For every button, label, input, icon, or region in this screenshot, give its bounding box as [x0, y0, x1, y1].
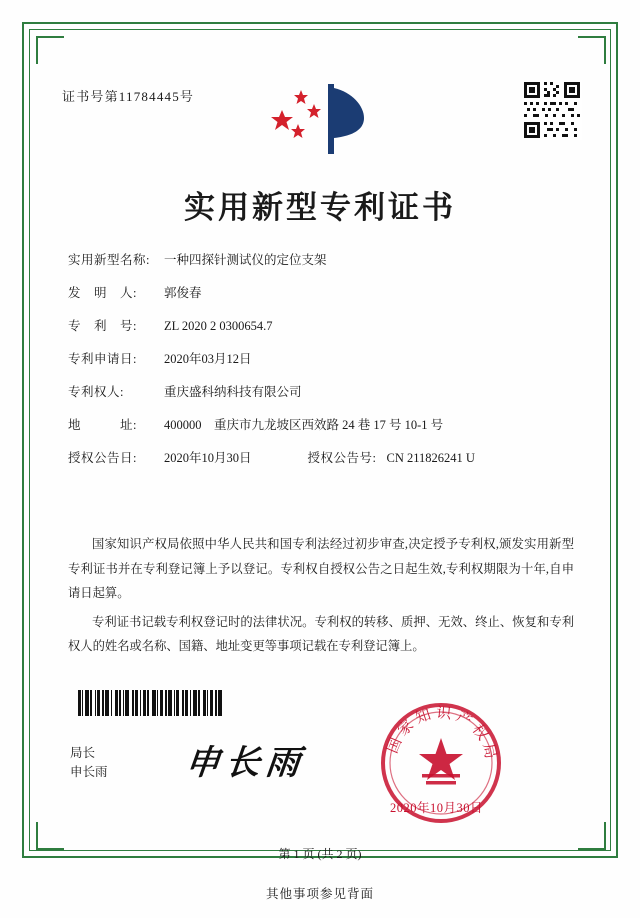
field-label: 实用新型名称:	[68, 253, 150, 267]
field-value: 2020年10月30日	[164, 451, 252, 465]
svg-text:国家知识产权局: 国家知识产权局	[382, 703, 501, 765]
grant-announcement-number-label: 授权公告号:	[307, 451, 377, 465]
signature-labels	[70, 744, 108, 783]
field-label: 发 明 人:	[68, 286, 137, 300]
barcode	[78, 690, 228, 716]
field-row-address	[68, 418, 580, 433]
grant-announcement-number-value: CN 211826241 U	[386, 451, 475, 465]
field-value: ZL 2020 2 0300654.7	[164, 319, 273, 333]
certificate-number: 证书号第11784445号	[62, 89, 195, 104]
field-row-grant	[68, 451, 580, 466]
page-title: 实用新型专利证书	[184, 190, 456, 226]
field-label: 专利权人:	[68, 385, 124, 399]
field-value: 400000 重庆市九龙坡区西效路 24 巷 17 号 10-1 号	[164, 418, 444, 432]
field-row-patent-number	[68, 319, 580, 334]
field-row-inventor	[68, 286, 580, 301]
field-row-patentee	[68, 385, 580, 400]
field-value: 重庆盛科纳科技有限公司	[164, 385, 302, 399]
legal-paragraphs	[68, 532, 574, 663]
footnote: 其他事项参见背面	[265, 887, 374, 901]
border-corner-top-right	[578, 36, 606, 64]
field-row-application-date	[68, 352, 580, 367]
qr-code	[522, 80, 582, 140]
field-value: 一种四探针测试仪的定位支架	[164, 253, 327, 267]
field-label: 专利申请日:	[68, 352, 137, 366]
handwritten-signature: 申长雨	[183, 743, 308, 783]
field-row-name	[68, 253, 580, 268]
seal-date: 2020年10月30日	[390, 801, 484, 815]
field-value: 郭俊春	[164, 286, 202, 300]
cnipa-logo-icon	[268, 80, 372, 158]
field-label: 专 利 号:	[68, 319, 137, 333]
director-title-label: 局长	[70, 746, 96, 760]
field-value: 2020年03月12日	[164, 352, 252, 366]
legal-paragraph-1: 国家知识产权局依照中华人民共和国专利法经过初步审查,决定授予专利权,颁发实用新型专利证书并在专利登记簿上予以登记。专利权自授权公告之日起生效,专利权期限为十年,自申请日起算。	[68, 537, 574, 601]
border-corner-top-left	[36, 36, 64, 64]
page-number: 第 1 页 (共 2 页)	[278, 847, 362, 861]
legal-paragraph-2: 专利证书记载专利权登记时的法律状况。专利权的转移、质押、无效、终止、恢复和专利权人的姓名或名称、国籍、地址变更等事项记载在专利登记簿上。	[68, 614, 574, 654]
field-label: 授权公告日:	[68, 451, 137, 465]
field-label: 地 址:	[68, 418, 137, 432]
certificate-fields	[68, 253, 580, 484]
director-name-label: 申长雨	[70, 765, 108, 780]
